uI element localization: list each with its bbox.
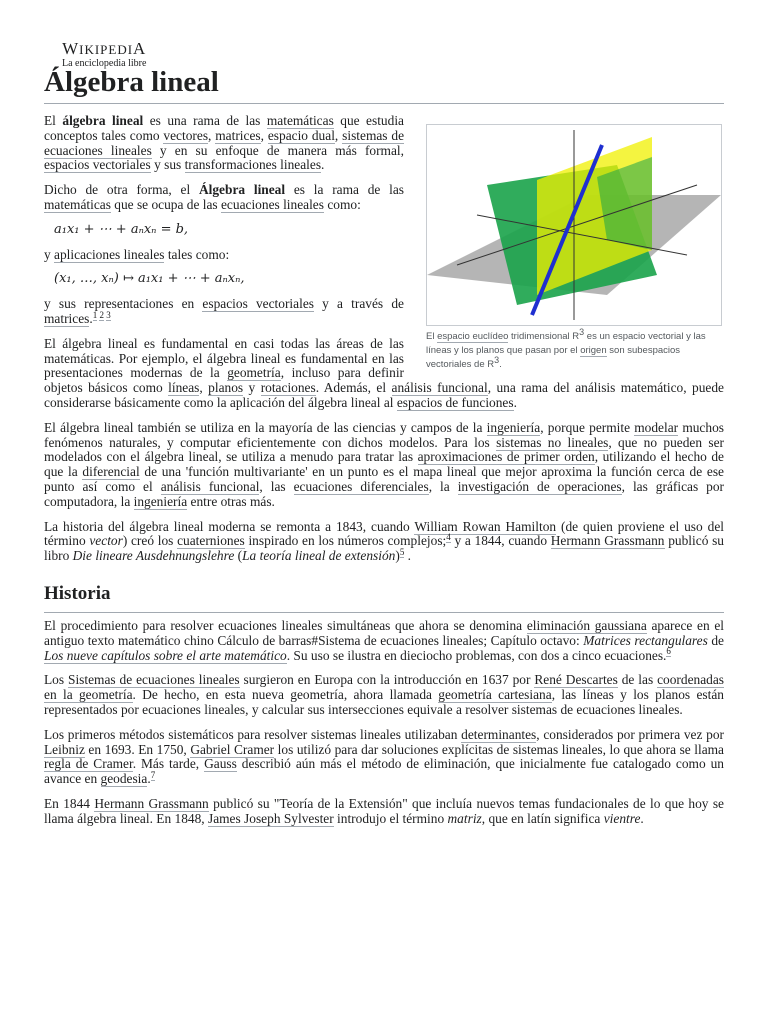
vector-space-diagram <box>427 125 721 325</box>
link-nueve-capitulos[interactable]: Los nueve capítulos sobre el arte matemático <box>44 647 287 663</box>
ref-3[interactable]: 3 <box>106 309 111 320</box>
link-descartes[interactable]: René Descartes <box>534 672 618 688</box>
page-title: Álgebra lineal <box>44 66 219 98</box>
link-espacios-vectoriales-2[interactable]: espacios vectoriales <box>202 296 314 312</box>
logo-wordmark: WIKIPEDIA <box>62 39 147 58</box>
intro-paragraph-7: La historia del álgebra lineal moderna se remonta a 1843, cuando William Rowan Hamilton (de quien proviene el uso del término vector) creó los cuaterniones inspirado en los números complejos;$^4$ y a 1844, cuando Hermann Grassmann publicó su libro Die lineare Ausdehnungslehre (La teoría lineal de extensión)$^5$ . <box>44 518 724 564</box>
link-grassmann[interactable]: Hermann Grassmann <box>550 533 665 549</box>
intro-paragraph-1: El álgebra lineal es una rama de las matemáticas que estudia conceptos tales como vectores, matrices, espacio dual, sistemas de ecuaciones lineales y en su enfoque de manera más formal, espacios vectoriales y sus transformaciones lineales. <box>44 113 405 173</box>
link-aproximaciones-primer-orden[interactable]: aproximaciones de primer orden <box>417 449 595 465</box>
ref-5[interactable]: 5 <box>399 546 405 557</box>
section-heading-historia: Historia <box>44 582 724 613</box>
link-geometria[interactable]: geometría <box>227 365 281 381</box>
intro-paragraph-2: Dicho de otra forma, el Álgebra lineal es la rama de las matemáticas que se ocupa de las ecuaciones lineales como: <box>44 182 404 212</box>
link-sistemas-ecuaciones-2[interactable]: Sistemas de ecuaciones lineales <box>68 672 240 688</box>
link-gauss[interactable]: Gauss <box>204 756 237 772</box>
article-body <box>44 114 724 836</box>
ref-6[interactable]: 6 <box>666 646 671 657</box>
figure-caption: El espacio euclídeo tridimensional $R^3$ es un espacio vectorial y las líneas y los planos que pasan por el origen son subespacios vectoriales de $R^3$. <box>426 326 706 370</box>
link-coordenadas-geometria[interactable]: coordenadas en la geometría <box>44 672 724 703</box>
link-ecuaciones-lineales[interactable]: ecuaciones lineales <box>220 196 324 212</box>
link-matrices[interactable]: matrices <box>215 127 261 143</box>
link-espacios-vectoriales[interactable]: espacios vectoriales <box>44 157 151 173</box>
ref-7[interactable]: 7 <box>150 769 156 780</box>
historia-paragraph-3: Los primeros métodos sistemáticos para resolver sistemas lineales utilizaban determinantes, considerados por primera vez por Leibniz en 1693. En 1750, Gabriel Cramer los utilizó para dar soluciones explícitas de sistemas lineales, lo que ahora se llama regla de Cramer. Más tarde, Gauss describió aún más el método de eliminación, que inicialmente fue catalogado como un avance en geodesia.$^7$ <box>44 726 724 787</box>
link-analisis-funcional-2[interactable]: análisis funcional <box>160 478 260 494</box>
link-analisis-funcional[interactable]: análisis funcional <box>391 380 488 396</box>
link-ecuaciones-diferenciales[interactable]: ecuaciones diferenciales <box>293 478 429 494</box>
link-lineas[interactable]: líneas <box>168 380 200 396</box>
link-espacios-de-funciones[interactable]: espacios de funciones <box>396 394 514 410</box>
link-geometria-cartesiana[interactable]: geometría cartesiana <box>438 687 552 703</box>
link-cuaterniones[interactable]: cuaterniones <box>177 533 245 549</box>
link-matematicas-2[interactable]: matemáticas <box>44 196 111 212</box>
link-matematicas[interactable]: matemáticas <box>266 113 334 128</box>
link-leibniz[interactable]: Leibniz <box>44 741 85 757</box>
link-espacio-dual[interactable]: espacio dual <box>267 127 335 143</box>
link-vectores[interactable]: vectores <box>163 127 209 143</box>
link-sylvester[interactable]: James Joseph Sylvester <box>207 810 334 826</box>
intro-paragraph-4: y sus representaciones en espacios vectoriales y a través de matrices.$^{1 2 3}$ <box>44 296 404 326</box>
link-modelar[interactable]: modelar <box>634 419 679 435</box>
equation-linear: a₁x₁ + ⋯ + aₙxₙ = b, <box>54 221 189 237</box>
link-eliminacion-gaussiana[interactable]: eliminación gaussiana <box>526 617 647 633</box>
logo-tagline: La enciclopedia libre <box>62 58 147 69</box>
link-ingenieria[interactable]: ingeniería <box>486 419 541 435</box>
link-aplicaciones-lineales[interactable]: aplicaciones lineales <box>54 246 165 262</box>
intro-paragraph-3: y aplicaciones lineales tales como: <box>44 246 230 262</box>
link-sistemas-ecuaciones[interactable]: sistemas de ecuaciones lineales <box>44 127 405 158</box>
link-investigacion-operaciones[interactable]: investigación de operaciones <box>457 478 622 494</box>
link-geodesia[interactable]: geodesia <box>100 771 148 787</box>
intro-paragraph-6: El álgebra lineal también se utiliza en la mayoría de las ciencias y campos de la ingeniería, porque permite modelar muchos fenómenos naturales, y computar eficientemente con dichos modelos. Para los sistemas no lineales, que no pueden ser modelados con el álgebra lineal, se utiliza a menudo para tratar las aproximaciones de primer orden, utilizando el hecho de que la diferencial de una 'función multivariante' en un punto es el mapa lineal que mejor aproxima la función cerca de ese punto así como el análisis funcional, las ecuaciones diferenciales, la investigación de operaciones, las gráficas por computadora, la ingeniería entre otras más. <box>44 419 724 509</box>
link-matrices-2[interactable]: matrices <box>44 310 90 326</box>
link-determinantes[interactable]: determinantes <box>461 726 537 742</box>
link-diferencial[interactable]: diferencial <box>82 464 140 480</box>
link-planos[interactable]: planos <box>208 380 244 396</box>
link-cramer[interactable]: Gabriel Cramer <box>190 741 275 757</box>
link-grassmann-2[interactable]: Hermann Grassmann <box>94 795 209 811</box>
link-hamilton[interactable]: William Rowan Hamilton <box>414 518 557 534</box>
ref-2[interactable]: 2 <box>99 309 104 320</box>
planes-illustration[interactable] <box>426 124 722 326</box>
link-regla-cramer[interactable]: regla de Cramer <box>44 756 133 772</box>
thumbnail-figure <box>426 124 724 372</box>
link-rotaciones[interactable]: rotaciones <box>260 380 316 396</box>
intro-paragraph-5: El álgebra lineal es fundamental en casi todas las áreas de las matemáticas. Por ejemplo, el álgebra lineal es fundamental en las presentaciones modernas de la geometría, incluso para definir objetos básicos como líneas, planos y rotaciones. Además, el análisis funcional, una rama del análisis matemático, puede considerarse básicamente como la aplicación del álgebra lineal al espacios de funciones. <box>44 335 725 410</box>
equation-map: (x₁, …, xₙ) ↦ a₁x₁ + ⋯ + aₙxₙ, <box>54 271 245 287</box>
historia-paragraph-1: El procedimiento para resolver ecuaciones lineales simultáneas que ahora se denomina eliminación gaussiana aparece en el antiguo texto matemático chino Cálculo de barras#Sistema de ecuaciones lineales; Capítulo octavo: Matrices rectangulares de Los nueve capítulos sobre el arte matemático. Su uso se ilustra en dieciocho problemas, con dos a cinco ecuaciones.$^6$ <box>44 617 725 663</box>
historia-paragraph-4: En 1844 Hermann Grassmann publicó su "Teoría de la Extensión" que incluía nuevos temas fundacionales de lo que hoy se llama álgebra lineal. En 1848, James Joseph Sylvester introdujo el término matriz, que en latín significa vientre. <box>44 795 724 826</box>
ref-1[interactable]: 1 <box>92 309 98 320</box>
link-transformaciones-lineales[interactable]: transformaciones lineales <box>184 157 322 173</box>
historia-paragraph-2: Los Sistemas de ecuaciones lineales surgieron en Europa con la introducción en 1637 por René Descartes de las coordenadas en la geometría. De hecho, en esta nueva geometría, ahora llamada geometría cartesiana, las líneas y los planos están representados por ecuaciones lineales, y calcular sus intersecciones equivale a resolver sistemas de ecuaciones lineales. <box>44 672 724 717</box>
ref-4[interactable]: 4 <box>446 531 451 542</box>
link-origen[interactable]: origen <box>580 345 607 356</box>
link-espacio-euclideo[interactable]: espacio euclídeo <box>437 331 509 342</box>
link-ingenieria-2[interactable]: ingeniería <box>133 493 188 509</box>
title-divider <box>44 103 724 104</box>
link-sistemas-no-lineales[interactable]: sistemas no lineales <box>496 434 609 450</box>
